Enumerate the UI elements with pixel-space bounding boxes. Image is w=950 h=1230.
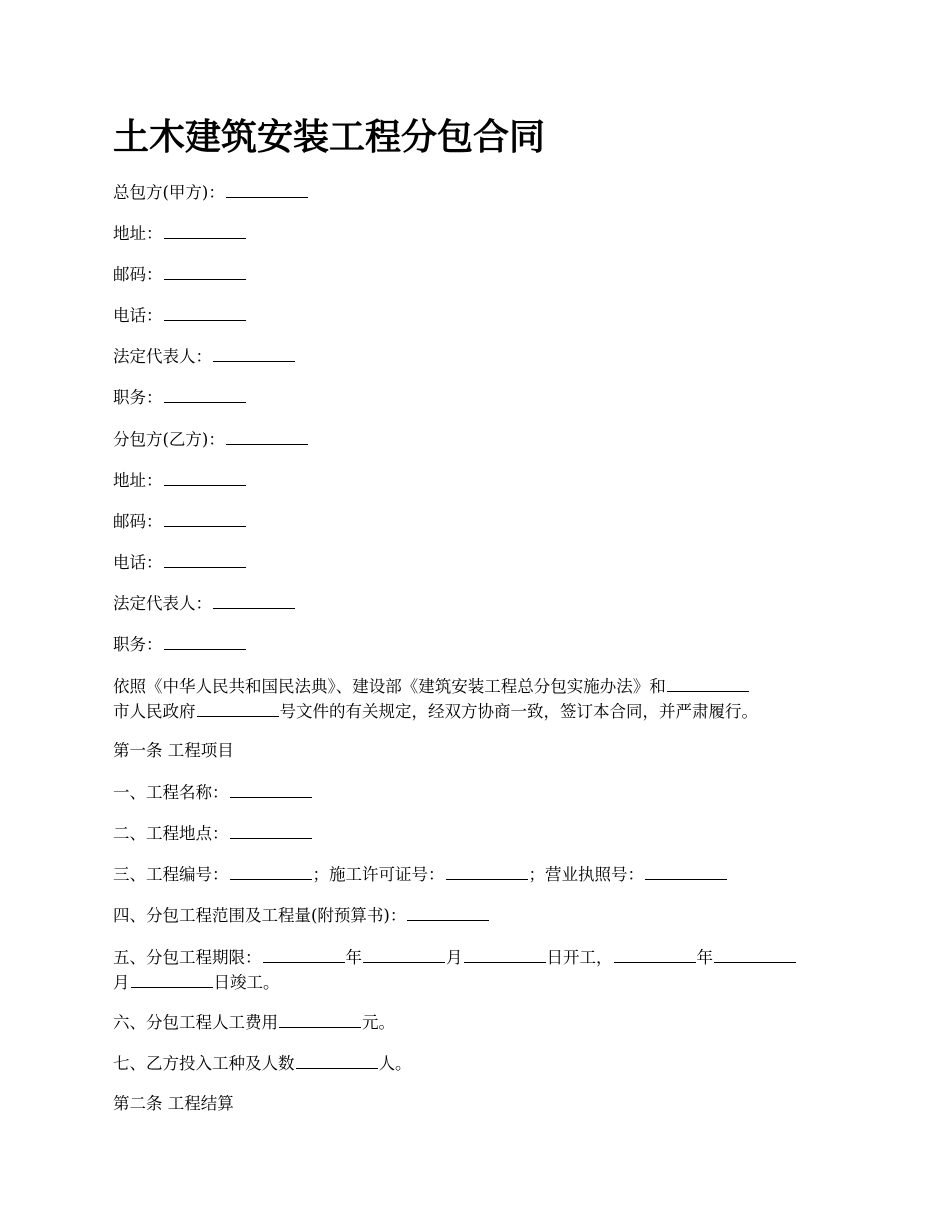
party-b-legal-rep-line [113, 591, 296, 616]
party-a-postcode-line [113, 262, 247, 287]
party-a-postcode-label: 邮码： [113, 265, 163, 284]
project-name-label: 一、工程名称： [113, 783, 229, 802]
party-a-name-label: 总包方(甲方)： [113, 183, 225, 202]
article-1-item-1 [113, 780, 313, 805]
party-a-address-label: 地址： [113, 224, 163, 243]
end-day-text: 日竣工。 [213, 973, 280, 992]
article-1-item-4 [113, 903, 490, 928]
party-a-postcode-blank [164, 262, 246, 280]
party-a-address-blank [164, 221, 246, 239]
workers-label: 七、乙方投入工种及人数 [113, 1054, 295, 1073]
article-2-heading: 第二条 工程结算 [113, 1094, 234, 1113]
preamble-text-1: 依照《中华人民共和国民法典》、建设部《建筑安装工程总分包实施办法》和 [113, 677, 666, 696]
party-b-postcode-line [113, 509, 247, 534]
construction-permit-label: ；施工许可证号： [312, 865, 445, 884]
party-a-position-label: 职务： [113, 388, 163, 407]
start-year-unit: 年 [345, 948, 362, 967]
party-a-phone-label: 电话： [113, 306, 163, 325]
party-a-position-blank [164, 385, 246, 403]
preamble-blank-2 [197, 699, 279, 717]
workers-blank [296, 1051, 378, 1069]
party-b-position-blank [164, 632, 246, 650]
party-a-position-line [113, 385, 247, 410]
article-1-item-5 [113, 945, 833, 995]
project-number-label: 三、工程编号： [113, 865, 229, 884]
party-a-name-blank [226, 180, 308, 198]
construction-permit-blank [446, 862, 528, 880]
party-b-phone-line [113, 550, 247, 575]
end-day-blank [131, 970, 213, 988]
party-b-phone-label: 电话： [113, 553, 163, 572]
party-b-address-blank [164, 468, 246, 486]
party-b-name-blank [226, 427, 308, 445]
preamble-paragraph [113, 674, 833, 724]
preamble-blank-1 [667, 674, 749, 692]
workers-unit: 人。 [378, 1054, 412, 1073]
preamble-text-3: 号文件的有关规定，经双方协商一致，签订本合同，并严肃履行。 [279, 702, 758, 721]
period-label: 五、分包工程期限： [113, 948, 262, 967]
start-month-blank [363, 945, 445, 963]
party-b-position-line [113, 632, 247, 657]
party-a-legal-rep-line [113, 344, 296, 369]
party-b-postcode-blank [164, 509, 246, 527]
party-a-phone-blank [164, 303, 246, 321]
project-location-blank [230, 821, 312, 839]
party-b-address-label: 地址： [113, 471, 163, 490]
end-month-blank [714, 945, 796, 963]
project-number-blank [230, 862, 312, 880]
party-b-legal-rep-blank [213, 591, 295, 609]
article-1-item-6 [113, 1010, 395, 1035]
project-name-blank [230, 780, 312, 798]
start-day-blank [464, 945, 546, 963]
labor-cost-label: 六、分包工程人工费用 [113, 1013, 278, 1032]
end-month-unit: 月 [113, 973, 130, 992]
project-location-label: 二、工程地点： [113, 824, 229, 843]
party-b-legal-rep-label: 法定代表人： [113, 594, 212, 613]
party-b-postcode-label: 邮码： [113, 512, 163, 531]
end-year-blank [614, 945, 696, 963]
scope-blank [407, 903, 489, 921]
business-license-blank [645, 862, 727, 880]
preamble-text-2: 市人民政府 [113, 702, 196, 721]
start-day-text: 日开工， [546, 948, 613, 967]
start-year-blank [263, 945, 345, 963]
article-1-item-2 [113, 821, 313, 846]
article-1-heading: 第一条 工程项目 [113, 741, 234, 760]
scope-label: 四、分包工程范围及工程量(附预算书)： [113, 906, 407, 925]
party-b-address-line [113, 468, 247, 493]
end-year-unit: 年 [696, 948, 713, 967]
party-b-name-line [113, 427, 309, 452]
party-a-address-line [113, 221, 247, 246]
party-a-legal-rep-blank [213, 344, 295, 362]
party-b-position-label: 职务： [113, 635, 163, 654]
labor-cost-unit: 元。 [362, 1013, 395, 1032]
contract-title: 土木建筑安装工程分包合同 [113, 116, 546, 158]
labor-cost-blank [279, 1010, 361, 1028]
party-a-phone-line [113, 303, 247, 328]
article-1-item-7 [113, 1051, 412, 1076]
party-a-name-line [113, 180, 309, 205]
party-b-name-label: 分包方(乙方)： [113, 430, 225, 449]
article-1-item-3 [113, 862, 728, 887]
party-b-phone-blank [164, 550, 246, 568]
business-license-label: ；营业执照号： [528, 865, 644, 884]
party-a-legal-rep-label: 法定代表人： [113, 347, 212, 366]
start-month-unit: 月 [446, 948, 463, 967]
